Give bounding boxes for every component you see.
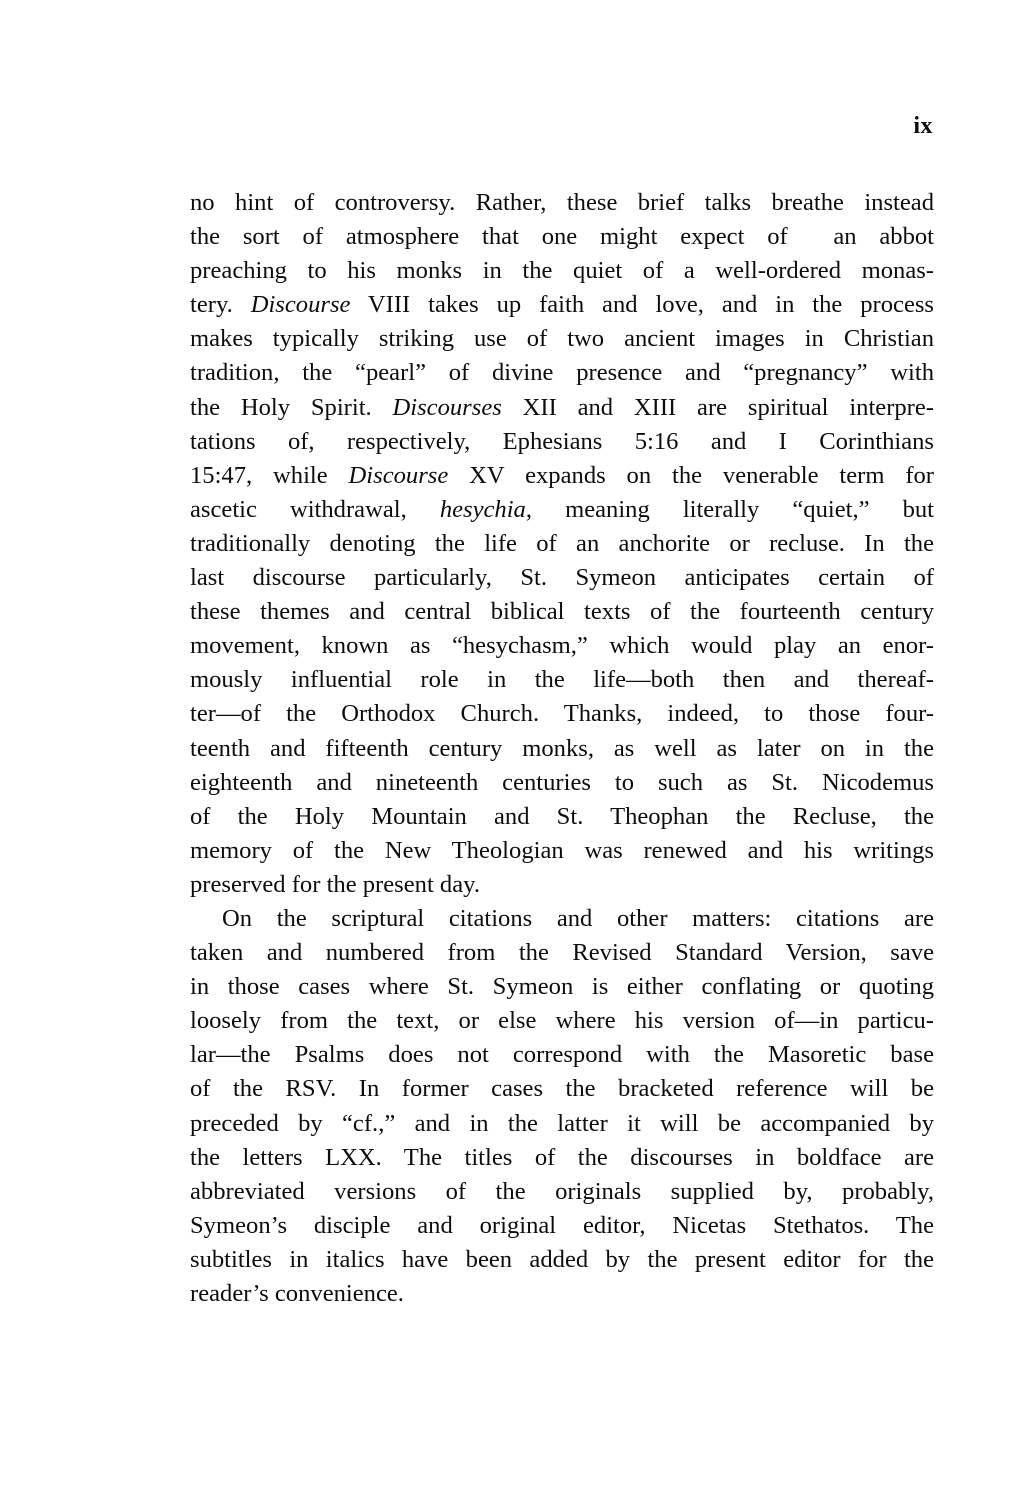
text-run: On the scriptural citations and other matters: citations are bbox=[222, 904, 934, 932]
italic-term: Discourse bbox=[348, 461, 449, 489]
text-line bbox=[190, 1141, 934, 1175]
text-run: loosely from the text, or else where his version of—in particu- bbox=[190, 1007, 934, 1035]
text-run: memory of the New Theologian was renewed and his writings bbox=[190, 836, 934, 864]
text-line bbox=[190, 425, 934, 459]
text-line bbox=[190, 936, 934, 970]
text-line bbox=[190, 527, 934, 561]
text-line bbox=[190, 186, 934, 220]
text-run: abbreviated versions of the originals supplied by, probably, bbox=[190, 1177, 934, 1205]
text-line bbox=[190, 868, 934, 902]
text-line bbox=[190, 595, 934, 629]
text-run: ascetic withdrawal, bbox=[190, 495, 440, 523]
text-line bbox=[190, 493, 934, 527]
text-line bbox=[190, 288, 934, 322]
text-run: tradition, the “pearl” of divine presence and “pregnancy” with bbox=[190, 359, 934, 387]
text-run: preaching to his monks in the quiet of a well-ordered monas- bbox=[190, 257, 934, 285]
text-line bbox=[190, 800, 934, 834]
text-line bbox=[190, 766, 934, 800]
text-line bbox=[190, 732, 934, 766]
text-run: traditionally denoting the life of an anchorite or recluse. In the bbox=[190, 529, 934, 557]
text-run: , meaning literally “quiet,” but bbox=[525, 495, 934, 523]
text-line bbox=[190, 663, 934, 697]
text-run: mously influential role in the life—both then and thereaf- bbox=[190, 666, 934, 694]
text-run: of the Holy Mountain and St. Theophan the Recluse, the bbox=[190, 802, 934, 830]
text-line bbox=[190, 1243, 934, 1277]
text-line bbox=[190, 1277, 934, 1311]
text-line bbox=[190, 254, 934, 288]
text-run: ter—of the Orthodox Church. Thanks, indeed, to those four- bbox=[190, 700, 934, 728]
text-line bbox=[190, 1209, 934, 1243]
text-line bbox=[190, 459, 934, 493]
text-run: movement, known as “hesychasm,” which would play an enor- bbox=[190, 632, 934, 660]
text-run: teenth and fifteenth century monks, as well as later on in the bbox=[190, 734, 934, 762]
text-run: last discourse particularly, St. Symeon anticipates certain of bbox=[190, 564, 934, 592]
text-line bbox=[190, 697, 934, 731]
text-line bbox=[190, 902, 934, 936]
text-run: reader’s convenience. bbox=[190, 1280, 404, 1307]
text-run: taken and numbered from the Revised Standard Version, save bbox=[190, 939, 934, 967]
text-line bbox=[190, 1107, 934, 1141]
paragraph-continued bbox=[190, 186, 934, 902]
text-run: of the RSV. In former cases the bracketed reference will be bbox=[190, 1075, 934, 1103]
page-number-folio: ix bbox=[913, 113, 933, 139]
text-line bbox=[190, 1004, 934, 1038]
text-run: the sort of atmosphere that one might expect of an abbot bbox=[190, 223, 934, 251]
text-run: the letters LXX. The titles of the discourses in boldface are bbox=[190, 1143, 934, 1171]
text-run: preceded by “cf.,” and in the latter it will be accompanied by bbox=[190, 1109, 934, 1137]
text-line bbox=[190, 629, 934, 663]
italic-term: Discourses bbox=[392, 393, 502, 421]
text-run: XV expands on the venerable term for bbox=[448, 461, 934, 489]
text-run: lar—the Psalms does not correspond with the Masoretic base bbox=[190, 1041, 934, 1069]
text-run: subtitles in italics have been added by the present editor for the bbox=[190, 1245, 934, 1273]
text-line bbox=[190, 1038, 934, 1072]
text-run: XII and XIII are spiritual interpre- bbox=[501, 393, 934, 421]
page-body-text bbox=[190, 186, 934, 1311]
text-run: Symeon’s disciple and original editor, Nicetas Stethatos. The bbox=[190, 1211, 934, 1239]
text-line bbox=[190, 834, 934, 868]
text-run: eighteenth and nineteenth centuries to such as St. Nicodemus bbox=[190, 768, 934, 796]
text-line bbox=[190, 561, 934, 595]
text-line bbox=[190, 1072, 934, 1106]
text-run: preserved for the present day. bbox=[190, 870, 480, 898]
paragraph-scriptural-citations bbox=[190, 902, 934, 1311]
text-run: the Holy Spirit. bbox=[190, 393, 393, 421]
text-line bbox=[190, 356, 934, 390]
text-run: in those cases where St. Symeon is either conflating or quoting bbox=[190, 973, 934, 1001]
text-run: tery. bbox=[190, 291, 251, 319]
italic-term: hesychia bbox=[439, 495, 526, 523]
italic-term: Discourse bbox=[250, 291, 351, 319]
text-run: no hint of controversy. Rather, these brief talks breathe instead bbox=[190, 189, 934, 216]
text-line bbox=[190, 391, 934, 425]
text-run: these themes and central biblical texts of the fourteenth century bbox=[190, 598, 934, 626]
text-run: VIII takes up faith and love, and in the process bbox=[350, 291, 935, 319]
text-run: 15:47, while bbox=[190, 461, 349, 489]
text-line bbox=[190, 970, 934, 1004]
text-run: makes typically striking use of two ancient images in Christian bbox=[190, 325, 934, 353]
text-run: tations of, respectively, Ephesians 5:16 and I Corinthians bbox=[190, 427, 934, 455]
text-line bbox=[190, 322, 934, 356]
text-line bbox=[190, 220, 934, 254]
text-line bbox=[190, 1175, 934, 1209]
